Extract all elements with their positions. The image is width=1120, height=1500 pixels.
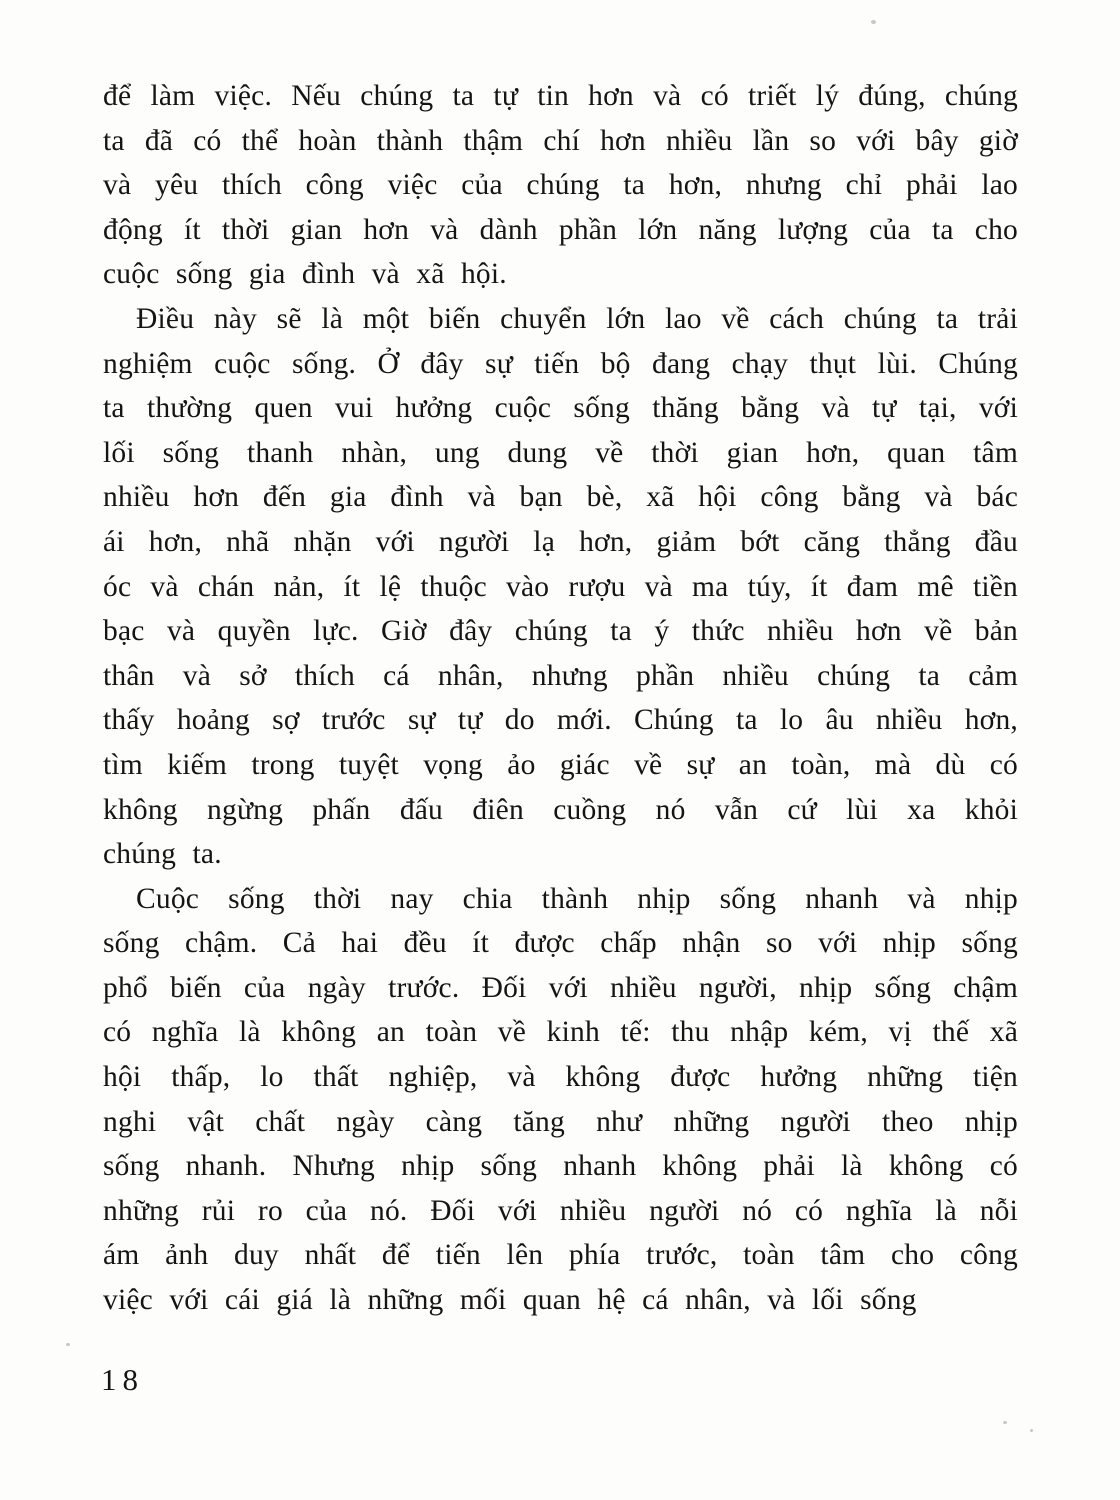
text-line: ta đã có thể hoàn thành thậm chí hơn nhiều lần so với bây giờ — [103, 124, 1018, 157]
text-line: thấy hoảng sợ trước sự tự do mới. Chúng ta lo âu nhiều hơn, — [103, 704, 1018, 737]
text-line: cuộc sống gia đình và xã hội. — [103, 258, 507, 291]
text-line: tìm kiếm trong tuyệt vọng ảo giác về sự an toàn, mà dù có — [103, 748, 1018, 781]
text-line: bạc và quyền lực. Giờ đây chúng ta ý thức nhiều hơn về bản — [103, 615, 1018, 648]
text-line: sống chậm. Cả hai đều ít được chấp nhận so với nhịp sống — [103, 927, 1018, 960]
text-line: nhiều hơn đến gia đình và bạn bè, xã hội công bằng và bác — [103, 481, 1018, 514]
text-line: và yêu thích công việc của chúng ta hơn, nhưng chỉ phải lao — [103, 169, 1018, 202]
text-line: có nghĩa là không an toàn về kinh tế: thu nhập kém, vị thế xã — [103, 1016, 1018, 1049]
text-line: hội thấp, lo thất nghiệp, và không được hưởng những tiện — [103, 1061, 1018, 1094]
text-line: ám ảnh duy nhất để tiến lên phía trước, toàn tâm cho công — [103, 1239, 1018, 1272]
text-line: không ngừng phấn đấu điên cuồng nó vẫn cứ lùi xa khỏi — [103, 793, 1018, 826]
text-line: nghiệm cuộc sống. Ở đây sự tiến bộ đang chạy thụt lùi. Chúng — [103, 347, 1018, 380]
text-line: để làm việc. Nếu chúng ta tự tin hơn và có triết lý đúng, chúng — [103, 80, 1018, 112]
text-line: nghi vật chất ngày càng tăng như những người theo nhịp — [103, 1105, 1018, 1138]
text-line: việc với cái giá là những mối quan hệ cá nhân, và lối sống — [103, 1284, 917, 1317]
text-line: thân và sở thích cá nhân, nhưng phần nhiều chúng ta cảm — [103, 659, 1018, 692]
page-number: 18 — [101, 1362, 144, 1397]
scan-speck — [871, 20, 876, 24]
text-line: ta thường quen vui hưởng cuộc sống thăng bằng và tự tại, với — [103, 392, 1018, 425]
paragraph — [103, 297, 1018, 877]
scan-speck — [1030, 1429, 1033, 1432]
paragraph — [103, 74, 1018, 297]
text-line: Cuộc sống thời nay chia thành nhịp sống nhanh và nhịp — [136, 882, 1018, 915]
text-line: óc và chán nản, ít lệ thuộc vào rượu và ma túy, ít đam mê tiền — [103, 570, 1018, 603]
text-line: ái hơn, nhã nhặn với người lạ hơn, giảm bớt căng thẳng đầu — [103, 525, 1018, 558]
text-line: động ít thời gian hơn và dành phần lớn năng lượng của ta cho — [103, 213, 1018, 246]
paragraph — [103, 877, 1018, 1323]
body-text — [103, 74, 1018, 1323]
text-line: phổ biến của ngày trước. Đối với nhiều người, nhịp sống chậm — [103, 971, 1018, 1004]
scan-speck — [1003, 1421, 1007, 1424]
text-line: sống nhanh. Nhưng nhịp sống nhanh không phải là không có — [103, 1150, 1018, 1183]
text-line: Điều này sẽ là một biến chuyển lớn lao về cách chúng ta trải — [136, 302, 1018, 335]
text-line: lối sống thanh nhàn, ung dung về thời gian hơn, quan tâm — [103, 436, 1018, 469]
scan-speck — [66, 1343, 70, 1346]
text-line: những rủi ro của nó. Đối với nhiều người nó có nghĩa là nỗi — [103, 1194, 1018, 1227]
text-line: chúng ta. — [103, 838, 222, 871]
